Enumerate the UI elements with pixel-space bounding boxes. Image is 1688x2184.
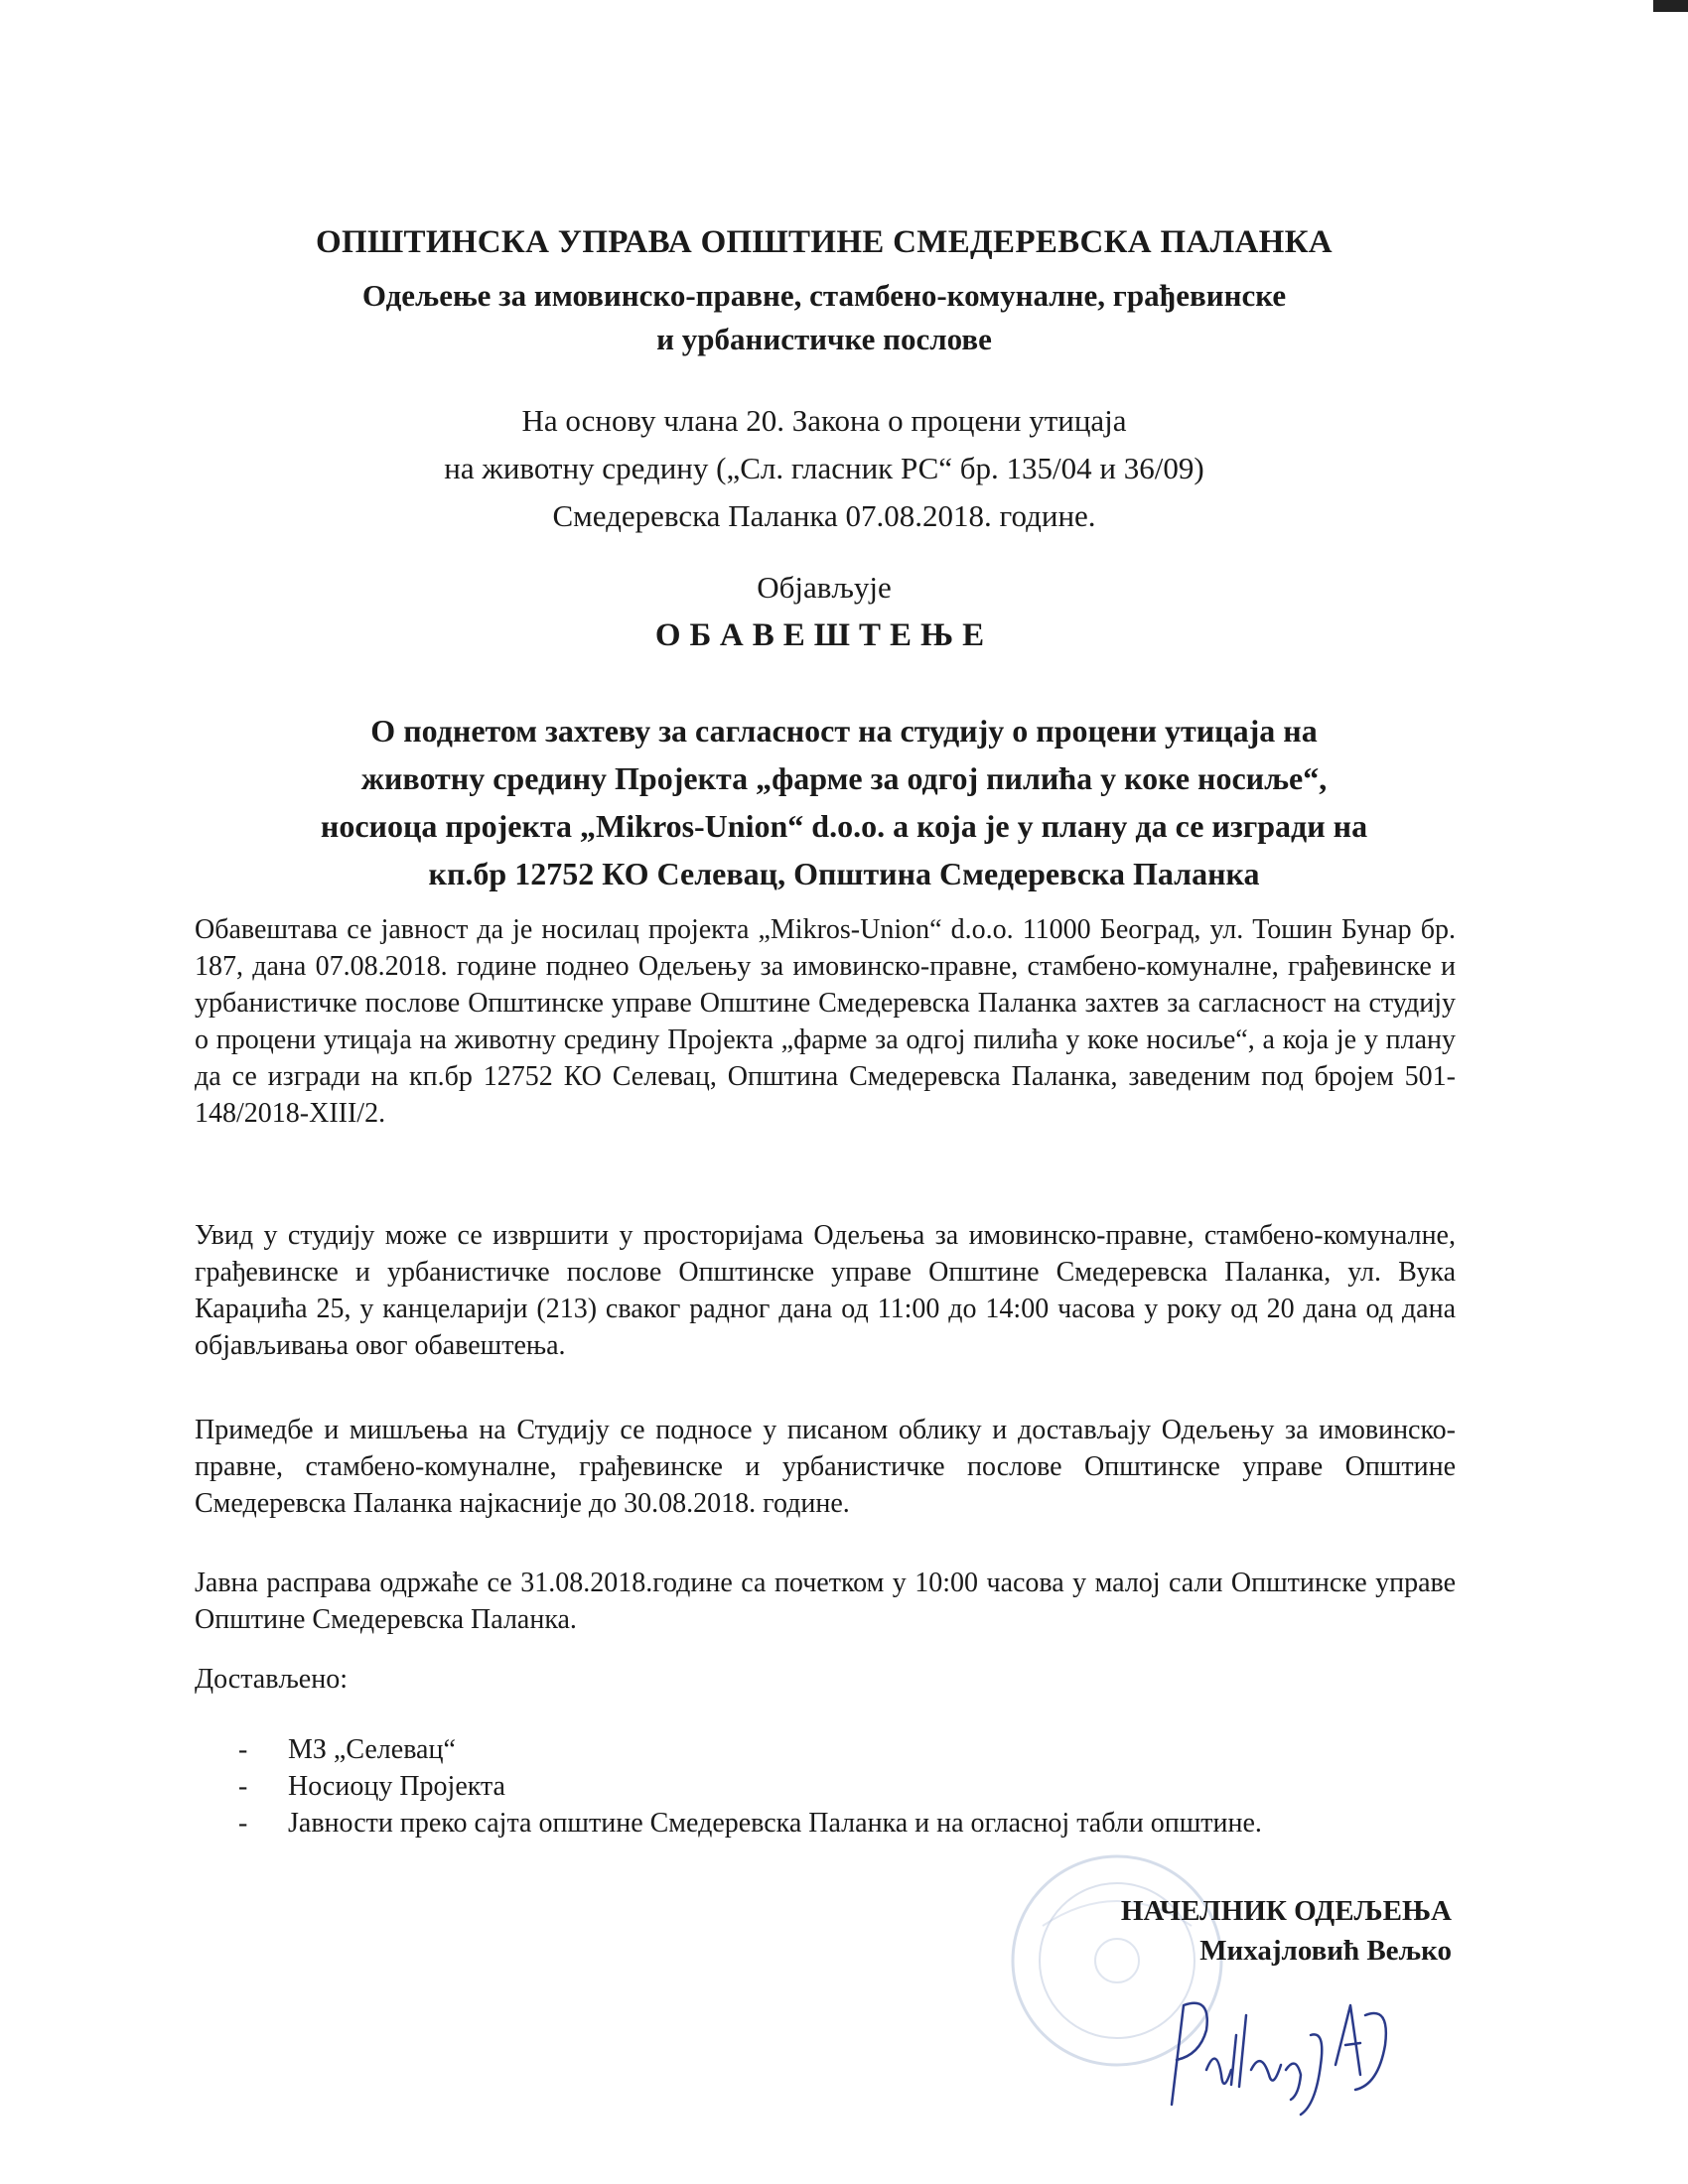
signatory-role: НАЧЕЛНИК ОДЕЉЕЊА bbox=[1120, 1895, 1452, 1927]
delivery-list bbox=[238, 1731, 1262, 1842]
organization-header: ОПШТИНСКА УПРАВА ОПШТИНЕ СМЕДЕРЕВСКА ПАЛАНКА bbox=[316, 224, 1333, 260]
paragraph-comments: Примедбе и мишљења на Студију се подносе у писаном облику и достављају Одељењу за имовинско-правне, стамбено-комуналне, грађевинске и урбанистичке послове Општинске управе Општине Смедеревска Паланка најкасније до 30.08.2018. године. bbox=[195, 1415, 1456, 1519]
department-line-1: Одељење за имовинско-правне, стамбено-комуналне, грађевинске bbox=[361, 278, 1287, 313]
dash-bullet: - bbox=[238, 1771, 248, 1802]
subject-line-3: носиоца пројекта „Mikros-Union“ d.o.o. а која је у плану да се изгради на bbox=[320, 808, 1368, 844]
subject-line-2: животну средину Пројекта „фарме за одгој пилића у коке носиље“, bbox=[360, 760, 1328, 796]
handwritten-signature-icon bbox=[1152, 1976, 1410, 2124]
signature-block bbox=[1121, 1891, 1452, 1971]
list-item bbox=[238, 1731, 1262, 1768]
scan-corner-mark bbox=[1653, 0, 1688, 12]
delivered-label: Достављено: bbox=[195, 1664, 348, 1695]
paragraph-inspection: Увид у студију може се извршити у просторијама Одељења за имовинско-правне, стамбено-комуналне, грађевинске и урбанистичке послове Општинске управе Општине Смедеревска Паланка, ул. Вука Караџића 25, у канцеларији (213) сваког радног дана од 11:00 до 14:00 часова у року од 20 дана од дана објављивања овог обавештења. bbox=[195, 1220, 1456, 1361]
announces-text: Објављује bbox=[757, 570, 892, 605]
department-line-2: и урбанистичке послове bbox=[656, 322, 992, 356]
list-item bbox=[238, 1805, 1262, 1842]
department-header bbox=[189, 274, 1460, 361]
subject-line-1: О поднетом захтеву за сагласност на студију о процени утицаја на bbox=[370, 713, 1318, 749]
paragraph-notification: Обавештава се јавност да је носилац пројекта „Mikros-Union“ d.o.o. 11000 Београд, ул. Тошин Бунар бр. 187, дана 07.08.2018. године поднео Одељењу за имовинско-правне, стамбено-комуналне, грађевинске и урбанистичке послове Општинске управе Општине Смедеревска Паланка захтев за сагласност на студију о процени утицаја на животну средину Пројекта „фарме за одгој пилића у коке носиље“, а која је у плану да се изгради на кп.бр 12752 КО Селевац, Општина Смедеревска Паланка, заведеним под бројем 501-148/2018-XIII/2. bbox=[195, 914, 1456, 1129]
dash-bullet: - bbox=[238, 1808, 248, 1839]
signatory-name: Михајловић Вељко bbox=[1199, 1935, 1452, 1967]
legal-basis-line-3: Смедеревска Паланка 07.08.2018. године. bbox=[552, 498, 1096, 533]
list-item-text: Јавности преко сајта општине Смедеревска Паланка и на огласној табли општине. bbox=[288, 1808, 1262, 1839]
dash-bullet: - bbox=[238, 1734, 248, 1765]
subject-line-4: кп.бр 12752 КО Селевац, Општина Смедеревска Паланка bbox=[428, 856, 1260, 891]
list-item-text: МЗ „Селевац“ bbox=[288, 1734, 456, 1765]
notice-subject bbox=[228, 707, 1460, 897]
legal-basis bbox=[189, 397, 1460, 540]
legal-basis-line-2: на животну средину („Сл. гласник РС“ бр. 135/04 и 36/09) bbox=[444, 451, 1204, 485]
list-item bbox=[238, 1768, 1262, 1805]
legal-basis-line-1: На основу члана 20. Закона о процени утицаја bbox=[521, 403, 1127, 438]
notice-title: ОБАВЕШТЕЊЕ bbox=[654, 617, 994, 653]
list-item-text: Носиоцу Пројекта bbox=[288, 1771, 505, 1802]
paragraph-public-hearing: Јавна расправа одржаће се 31.08.2018.године са почетком у 10:00 часова у малој сали Општинске управе Општине Смедеревска Паланка. bbox=[195, 1568, 1456, 1635]
